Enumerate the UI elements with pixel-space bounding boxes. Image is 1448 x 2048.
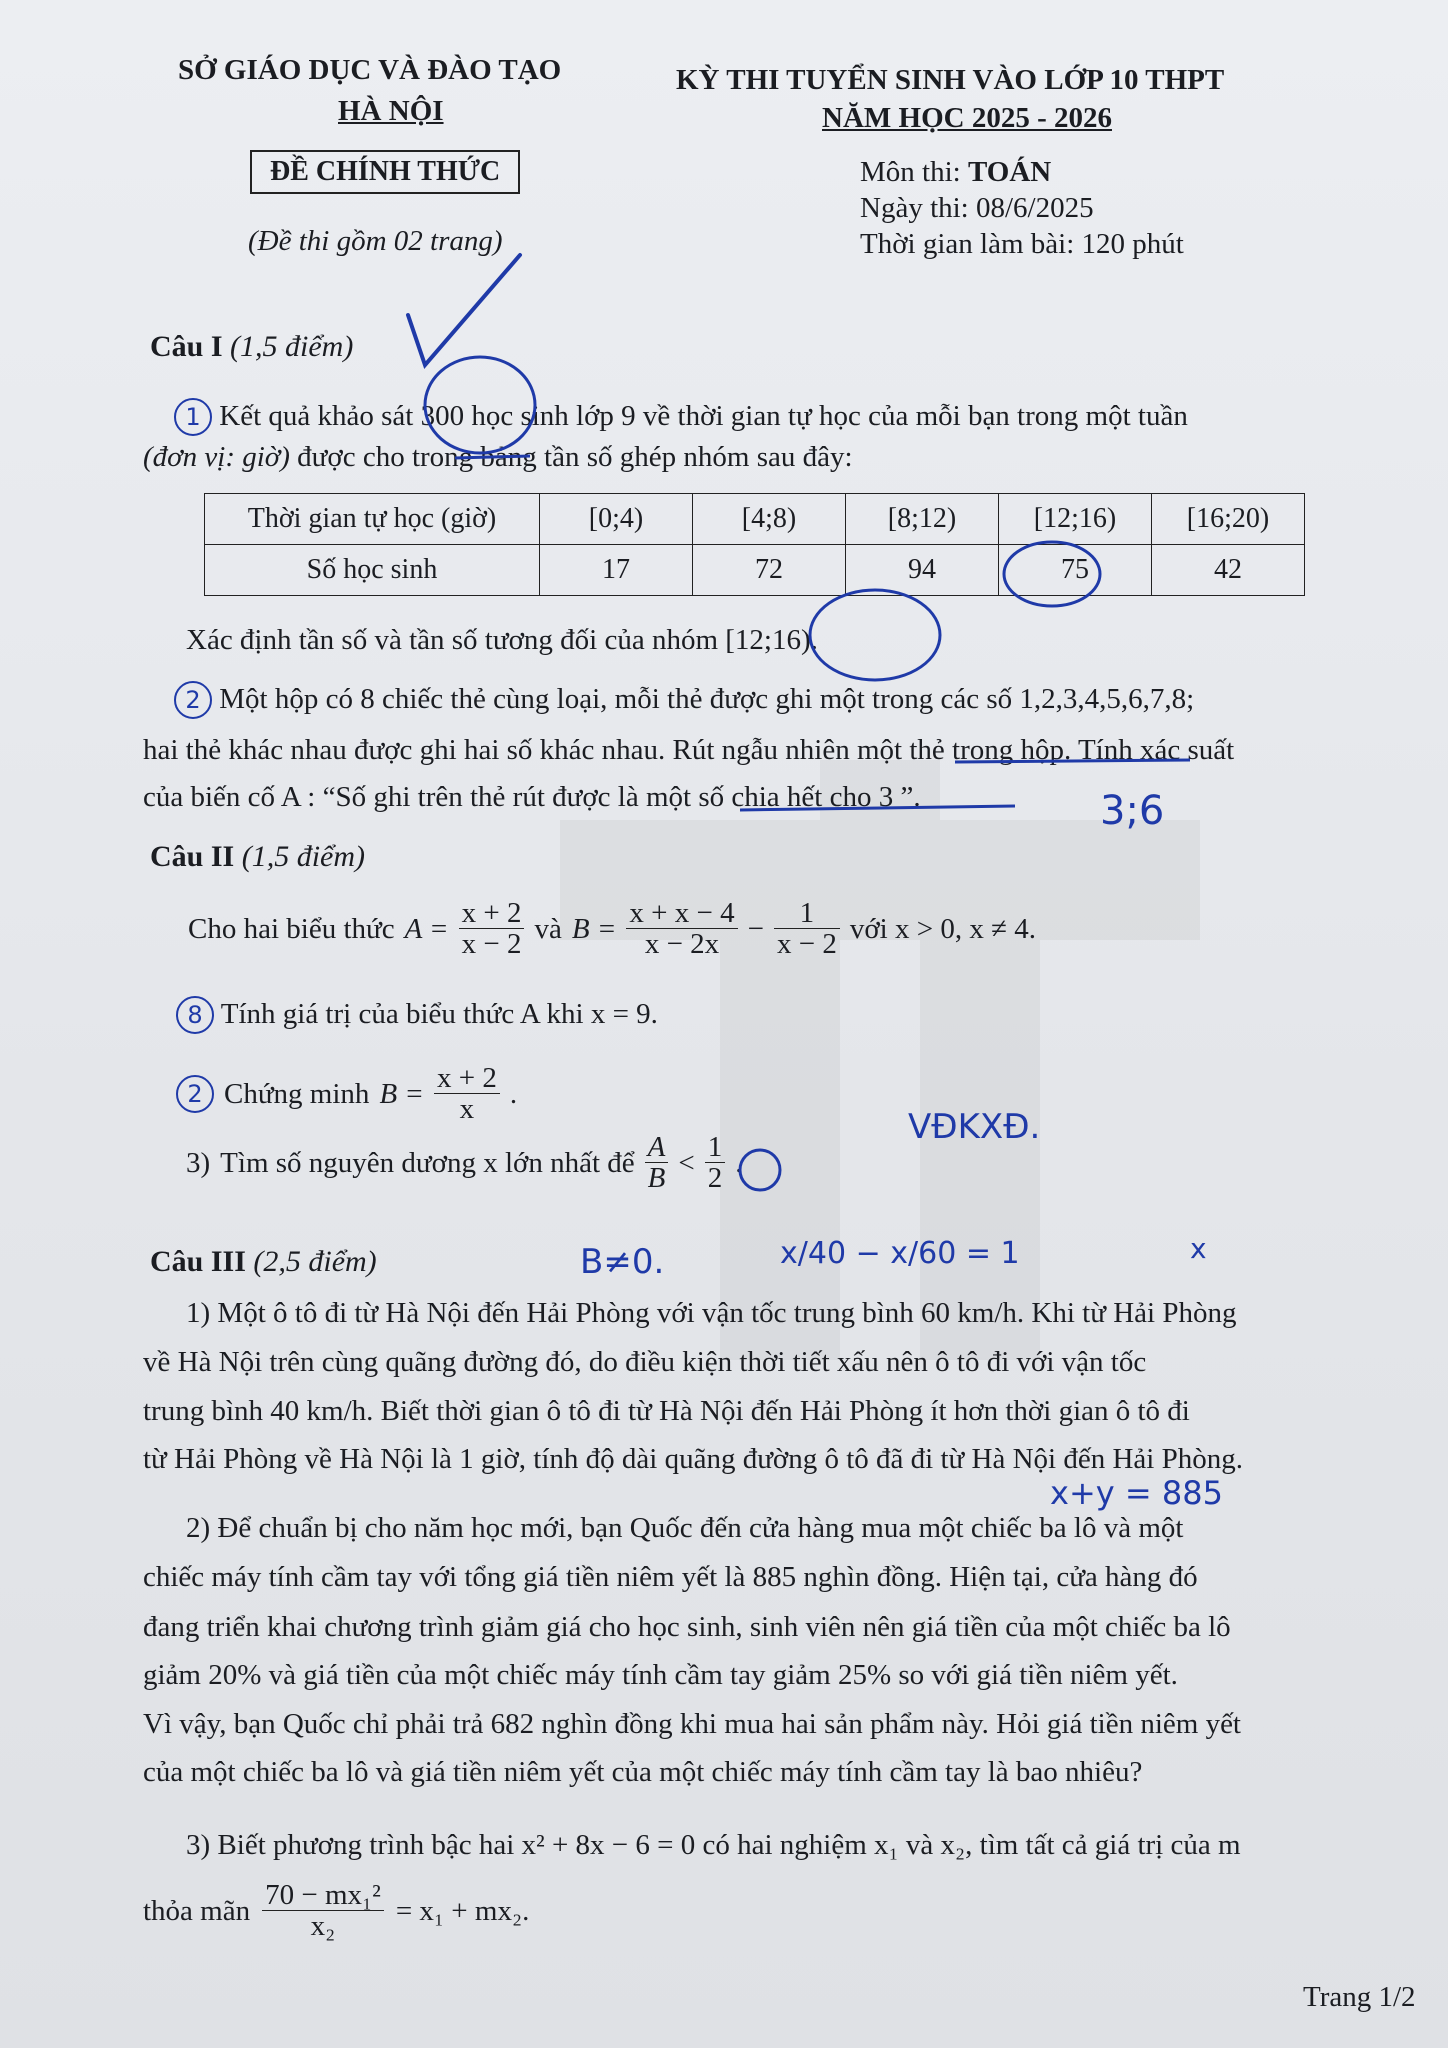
time-line xyxy=(860,229,1184,259)
question-1-points: (1,5 điểm) xyxy=(230,330,354,363)
count-cell: 17 xyxy=(540,545,693,596)
fraction-B1 xyxy=(626,898,737,959)
fraction-proof xyxy=(434,1063,500,1124)
time-value: 120 phút xyxy=(1081,228,1184,260)
q2-part2: 2 Chứng minh B = $\frac{x + 2}{x}$ . xyxy=(176,1063,517,1124)
group-cell: [16;20) xyxy=(1152,494,1305,545)
row-label-time: Thời gian tự học (giờ) xyxy=(205,494,540,545)
q2-part2-text: Chứng minh xyxy=(224,1077,370,1110)
fraction-numerator: x + 2 xyxy=(459,898,525,929)
fraction-condition xyxy=(262,1880,384,1941)
q1-part1-line2-text: được cho trong bảng tần số ghép nhóm sau đây: xyxy=(289,441,853,473)
q1-part2-line2: hai thẻ khác nhau được ghi hai số khác nhau. Rút ngẫu nhiên một thẻ trong hộp. Tính xác suất xyxy=(143,734,1235,766)
q3-part1-line2: về Hà Nội trên cùng quãng đường đó, do điều kiện thời tiết xấu nên ô tô đi với vận tốc xyxy=(143,1346,1147,1378)
group-cell: [12;16) xyxy=(999,494,1152,545)
q1-part2-line3: của biến cố A : “Số ghi trên thẻ rút được là một số chia hết cho 3 ”. xyxy=(143,781,921,813)
q3-part1-line1: 1) Một ô tô đi từ Hà Nội đến Hải Phòng với vận tốc trung bình 60 km/h. Khi từ Hải Phòng xyxy=(186,1297,1237,1329)
q2-part1-text: Tính giá trị của biểu thức A khi x = 9. xyxy=(220,998,658,1030)
unit-note: (đơn vị: giờ) xyxy=(143,441,290,473)
department-name: SỞ GIÁO DỤC VÀ ĐÀO TẠO xyxy=(178,54,562,86)
q1-part1-line1 xyxy=(174,398,1188,436)
note-x-ink: x xyxy=(1190,1232,1207,1265)
item-number-circle: 2 xyxy=(174,681,212,719)
date-value: 08/6/2025 xyxy=(976,192,1094,224)
pages-note: (Đề thi gồm 02 trang) xyxy=(248,225,503,257)
note-sum-ink: x+y = 885 xyxy=(1050,1474,1223,1512)
fraction-numerator: x + 2 xyxy=(434,1063,500,1094)
note-equation-ink: x/40 − x/60 = 1 xyxy=(780,1236,1020,1271)
count-cell: 94 xyxy=(846,545,999,596)
q3-part3-pre: thỏa mãn xyxy=(143,1894,251,1927)
fraction-numerator: 1 xyxy=(705,1132,726,1163)
department-city: HÀ NỘI xyxy=(338,95,444,127)
time-label: Thời gian làm bài: xyxy=(860,228,1075,260)
item-number-circle: 1 xyxy=(174,398,212,436)
q2-intro-text: Cho hai biểu thức xyxy=(188,912,395,945)
q3-part1-text: Một ô tô đi từ Hà Nội đến Hải Phòng với vận tốc trung bình 60 km/h. Khi từ Hải Phòng xyxy=(217,1297,1237,1329)
question-2-title: Câu II xyxy=(150,840,235,873)
question-3-points: (2,5 điểm) xyxy=(253,1245,377,1278)
q1-part1-line2 xyxy=(143,442,853,472)
q3-part2-line5: Vì vậy, bạn Quốc chỉ phải trả 682 nghìn đồng khi mua hai sản phẩm này. Hỏi giá tiền niêm yết xyxy=(143,1708,1241,1740)
item-number-circle: 8 xyxy=(176,996,214,1034)
question-3-heading xyxy=(150,1245,377,1279)
date-label: Ngày thi: xyxy=(860,192,969,224)
fraction-denominator: x − 2 xyxy=(461,928,522,960)
note-condition-ink: VĐKXĐ. xyxy=(908,1107,1041,1147)
q3-part1-line4: từ Hải Phòng về Hà Nội là 1 giờ, tính độ dài quãng đường ô tô đã đi từ Hà Nội đến Hải Phòng. xyxy=(143,1443,1243,1475)
official-exam-box: ĐỀ CHÍNH THỨC xyxy=(250,150,520,194)
fraction-numerator: 70 − mx₁² xyxy=(262,1880,384,1911)
q3-part3-post: = x₁ + mx₂. xyxy=(395,1894,530,1927)
fraction-denominator: x − 2 xyxy=(776,928,837,960)
and-word: và xyxy=(534,912,562,945)
q3-part3-line1: 3) Biết phương trình bậc hai x² + 8x − 6 = 0 có hai nghiệm x₁ và x₂, tìm tất cả giá trị của m xyxy=(186,1829,1241,1861)
question-3-title: Câu III xyxy=(150,1245,246,1278)
count-cell: 42 xyxy=(1152,545,1305,596)
table-row xyxy=(205,494,1305,545)
q2-intro-line: Cho hai biểu thức A = $\frac{x + 2}{x - 2}$ và B = $\frac{x + x - 4}{x - 2x}$ − $\frac{1}{x - 2}$ với x > 0, x ≠ 4. xyxy=(188,897,1037,960)
note-36-ink: 3;6 xyxy=(1100,788,1165,834)
question-2-heading xyxy=(150,840,365,874)
q2-part1 xyxy=(176,996,658,1034)
q1-part2-line1 xyxy=(174,681,1194,719)
fraction-denominator: x − 2x xyxy=(644,928,720,960)
fraction-numerator: A xyxy=(645,1132,669,1163)
school-year: NĂM HỌC 2025 - 2026 xyxy=(822,102,1112,134)
fraction-B2 xyxy=(774,898,840,959)
q3-part3-text: Biết phương trình bậc hai x² + 8x − 6 = 0 có hai nghiệm x₁ và x₂, tìm tất cả giá trị của m xyxy=(217,1829,1241,1861)
q3-part3-line2 xyxy=(143,1880,529,1941)
question-1-title: Câu I xyxy=(150,330,223,363)
exam-title: KỲ THI TUYỂN SINH VÀO LỚP 10 THPT xyxy=(676,64,1225,96)
q1-part1-task: Xác định tần số và tần số tương đối của nhóm [12;16). xyxy=(186,624,818,656)
subject-line xyxy=(860,157,1051,187)
question-1-heading xyxy=(150,330,353,364)
q3-part2-line3: đang triển khai chương trình giảm giá cho học sinh, sinh viên nên giá tiền của một chiếc ba lô xyxy=(143,1611,1231,1643)
circle-group-ink xyxy=(810,590,940,680)
q3-part2-line2: chiếc máy tính cầm tay với tổng giá tiền niêm yết là 885 nghìn đồng. Hiện tại, cửa hàng đó xyxy=(143,1561,1198,1593)
q1-part2-text1: Một hộp có 8 chiếc thẻ cùng loại, mỗi thẻ được ghi một trong các số 1,2,3,4,5,6,7,8; xyxy=(219,683,1195,715)
q3-part2-line6: của một chiếc ba lô và giá tiền niêm yết của một chiếc máy tính cầm tay là bao nhiêu? xyxy=(143,1756,1143,1788)
count-cell: 72 xyxy=(693,545,846,596)
count-cell: 75 xyxy=(999,545,1152,596)
fraction-A xyxy=(459,898,525,959)
fraction-denominator: B xyxy=(647,1162,666,1194)
question-2-points: (1,5 điểm) xyxy=(241,840,365,873)
frequency-table xyxy=(204,493,1305,596)
fraction-half xyxy=(705,1132,726,1193)
page-number: Trang 1/2 xyxy=(1303,1981,1416,2013)
q2-part3: 3) Tìm số nguyên dương x lớn nhất để $\frac{A}{B}$ < $\frac{1}{2}$ . xyxy=(186,1131,743,1194)
group-cell: [8;12) xyxy=(846,494,999,545)
q3-part2-line1: 2) Để chuẩn bị cho năm học mới, bạn Quốc đến cửa hàng mua một chiếc ba lô và một xyxy=(186,1512,1184,1544)
table-row xyxy=(205,545,1305,596)
group-cell: [4;8) xyxy=(693,494,846,545)
note-b-nonzero-ink: B≠0. xyxy=(580,1242,665,1282)
fraction-denominator: x xyxy=(459,1093,475,1125)
q1-part1-text: Kết quả khảo sát 300 học sinh lớp 9 về thời gian tự học của mỗi bạn trong một tuần xyxy=(219,400,1188,432)
q3-part2-line4: giảm 20% và giá tiền của một chiếc máy tính cầm tay giảm 25% so với giá tiền niêm yết. xyxy=(143,1659,1178,1691)
fraction-denominator: x₂ xyxy=(310,1910,336,1942)
fraction-A-over-B xyxy=(645,1132,669,1193)
date-line xyxy=(860,193,1094,223)
subject-label: Môn thi: xyxy=(860,156,961,188)
q3-part1-line3: trung bình 40 km/h. Biết thời gian ô tô đi từ Hà Nội đến Hải Phòng ít hơn thời gian ô tô đi xyxy=(143,1395,1190,1427)
row-label-students: Số học sinh xyxy=(205,545,540,596)
circle-b-ink xyxy=(740,1150,780,1190)
q3-part2-text: Để chuẩn bị cho năm học mới, bạn Quốc đến cửa hàng mua một chiếc ba lô và một xyxy=(217,1512,1184,1544)
group-cell: [0;4) xyxy=(540,494,693,545)
fraction-numerator: x + x − 4 xyxy=(626,898,737,929)
item-number-circle: 2 xyxy=(176,1075,214,1113)
q2-part3-text: Tìm số nguyên dương x lớn nhất để xyxy=(220,1146,635,1179)
fraction-numerator: 1 xyxy=(774,898,840,929)
subject-value: TOÁN xyxy=(967,156,1052,188)
condition-text: với x > 0, x ≠ 4. xyxy=(849,912,1037,945)
fraction-denominator: 2 xyxy=(707,1162,723,1194)
checkmark-ink xyxy=(408,255,520,365)
